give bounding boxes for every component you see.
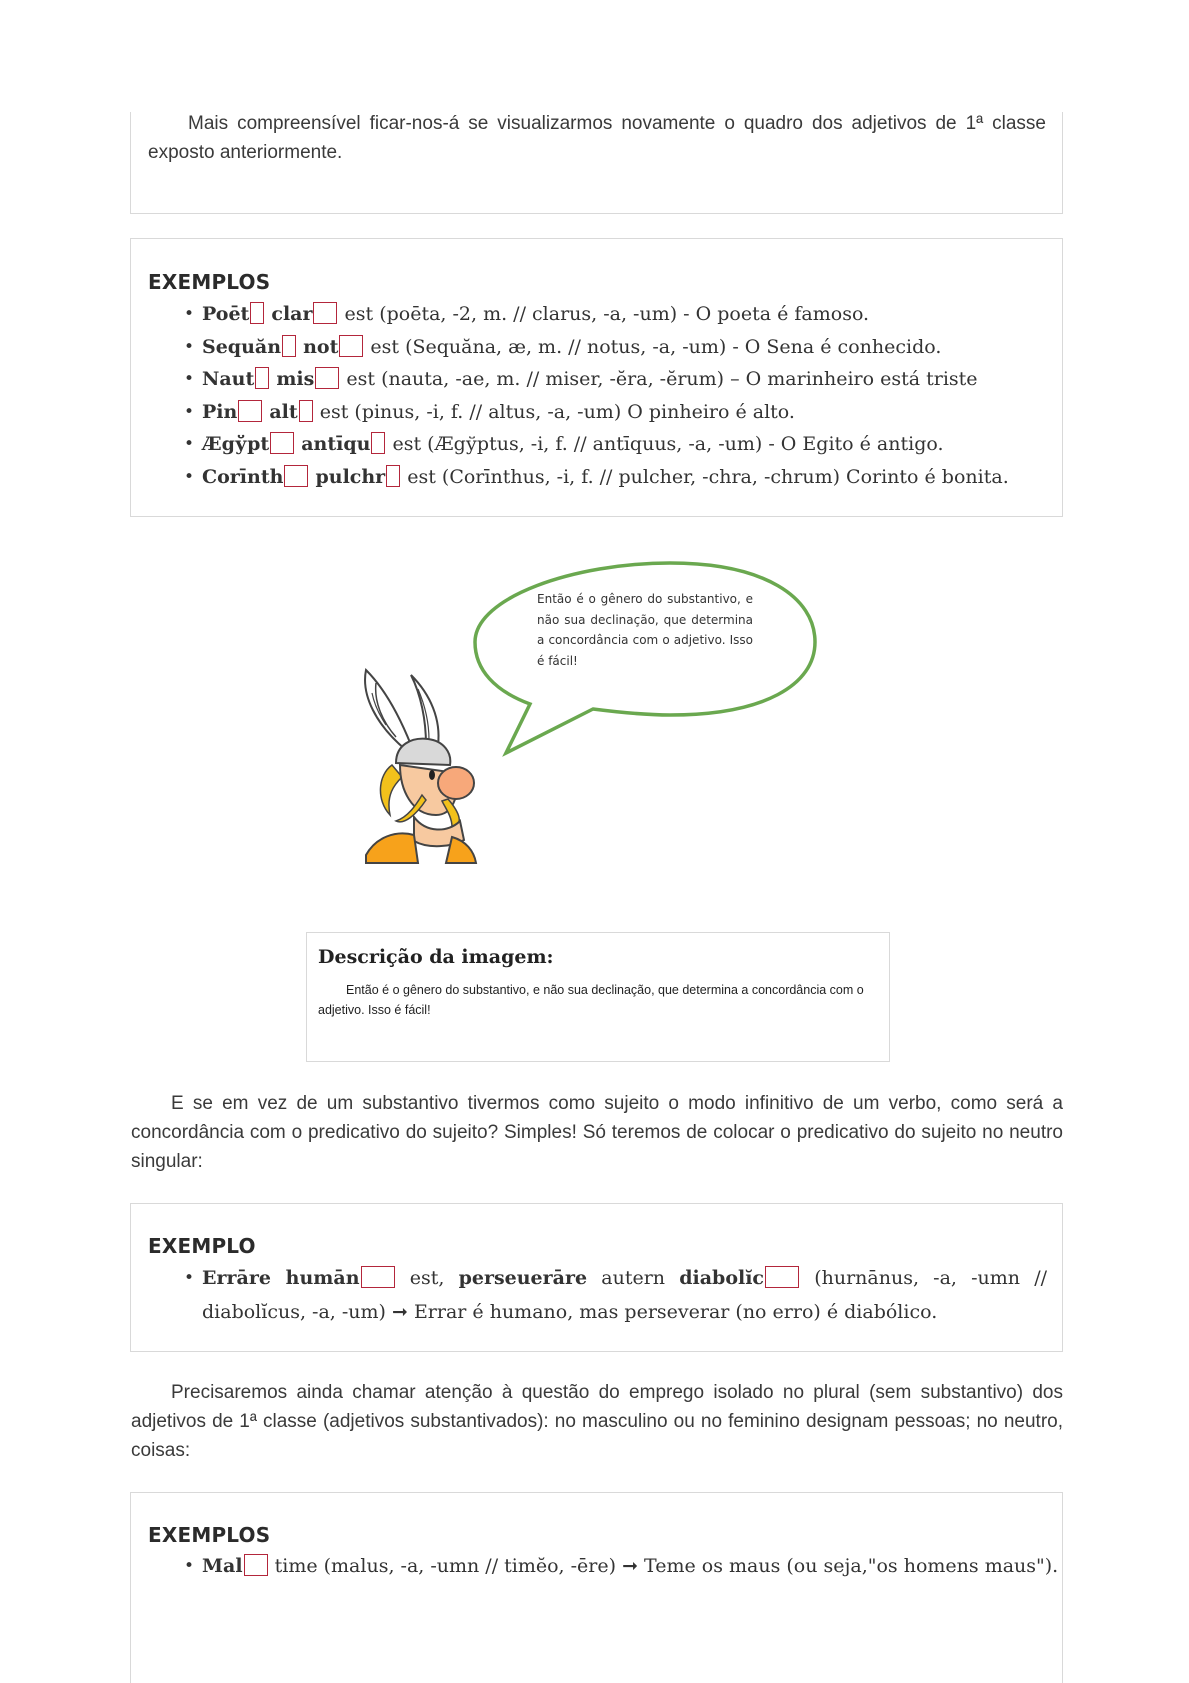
list-item [184,461,1009,494]
image-description-title: Descrição da imagem: [318,946,554,968]
examples-box-2 [130,1203,1063,1352]
image-description-text: Então é o gênero do substantivo, e não sua declinação, que determina a concordância com o adjetivo. Isso é fácil! [318,983,864,1017]
list-item [184,363,1009,396]
example-rest: time (malus, -a, -umn // timĕo, -ēre) ➞ Teme os maus (ou seja,"os homens maus"). [274,1555,1059,1577]
latin-word: pulchr [315,465,386,488]
examples-list [184,298,1009,493]
latin-word: diabolĭc [679,1267,764,1289]
cartoon-character-illustration [356,665,496,865]
latin-word: alt [269,400,298,423]
blank-box[interactable] [386,465,400,487]
blank-box[interactable] [250,302,264,324]
example-rest: est (poēta, -2, m. // clarus, -a, -um) - O poeta é famoso. [344,303,870,325]
blank-box[interactable] [282,335,296,357]
example-rest: (hurnānus, -a, -umn // diabolĭcus, -a, -um) ➞ Errar é humano, mas perseverar (no erro) é diabólico. [202,1267,1048,1323]
blank-box[interactable] [765,1266,799,1288]
list-item [184,396,1009,429]
paragraph-substantivized: Precisaremos ainda chamar atenção à questão do emprego isolado no plural (sem substantivo) dos adjetivos de 1ª classe (adjetivos substantivados): no masculino ou no feminino designam pessoas; no neutro, coisas: [131,1382,1063,1461]
latin-word: mis [276,368,315,390]
blank-box[interactable] [361,1266,395,1288]
latin-word: Sequăn [202,335,282,358]
blank-box[interactable] [238,400,262,422]
examples-box-3 [130,1492,1063,1683]
blank-box[interactable] [270,432,294,454]
paragraph-infinitive: E se em vez de um substantivo tivermos como sujeito o modo infinitivo de um verbo, como será a concordância com o predicativo do sujeito? Simples! Só teremos de colocar o predicativo do sujeito no neutro singular: [131,1093,1063,1172]
example-text: est, [409,1267,445,1289]
list-item [184,1550,1058,1583]
example-rest: est (Ægўptus, -i, f. // antīquus, -a, -um) - O Egito é antigo. [392,433,944,455]
examples-box-1 [130,238,1063,517]
blank-box[interactable] [284,465,308,487]
latin-word: Errāre humān [202,1267,360,1289]
latin-word: Corīnth [202,465,284,488]
example-rest: est (Corīnthus, -i, f. // pulcher, -chra, -chrum) Corinto é bonita. [407,465,1009,488]
latin-word: antīqu [301,433,371,455]
example-list [184,1261,1047,1329]
latin-word: Mal [202,1555,243,1577]
latin-word: perseuerāre [458,1267,588,1289]
intro-paragraph: Mais compreensível ficar-nos-á se visualizarmos novamente o quadro dos adjetivos de 1ª classe exposto anteriormente. [148,113,1046,163]
image-description-box [306,932,890,1062]
examples-list [184,1550,1058,1583]
bubble-text: Então é o gênero do substantivo, e não sua declinação, que determina a concordância com o adjetivo. Isso é fácil! [537,592,753,668]
latin-word: Poēt [202,303,250,325]
list-item [184,298,1009,331]
blank-box[interactable] [315,367,339,389]
blank-box[interactable] [313,302,337,324]
list-item [184,1261,1047,1329]
list-item [184,428,1009,461]
latin-word: Ægўpt [202,433,270,455]
list-item [184,331,1009,364]
example-heading: EXEMPLO [148,1234,256,1258]
latin-word: Pin [202,400,238,423]
example-rest: est (nauta, -ae, m. // miser, -ĕra, -ĕrum) – O marinheiro está triste [346,368,978,390]
examples-heading: EXEMPLOS [148,1523,271,1547]
example-rest: est (pinus, -i, f. // altus, -a, -um) O pinheiro é alto. [319,400,795,423]
latin-word: clar [271,303,313,325]
blank-box[interactable] [255,367,269,389]
intro-box [130,112,1063,214]
blank-box[interactable] [339,335,363,357]
blank-box[interactable] [244,1554,268,1576]
example-rest: est (Sequăna, æ, m. // notus, -a, -um) - O Sena é conhecido. [370,335,942,358]
example-text: autern [601,1267,666,1289]
latin-word: not [303,335,339,358]
blank-box[interactable] [371,432,385,454]
blank-box[interactable] [299,400,313,422]
latin-word: Naut [202,368,255,390]
examples-heading: EXEMPLOS [148,270,271,294]
